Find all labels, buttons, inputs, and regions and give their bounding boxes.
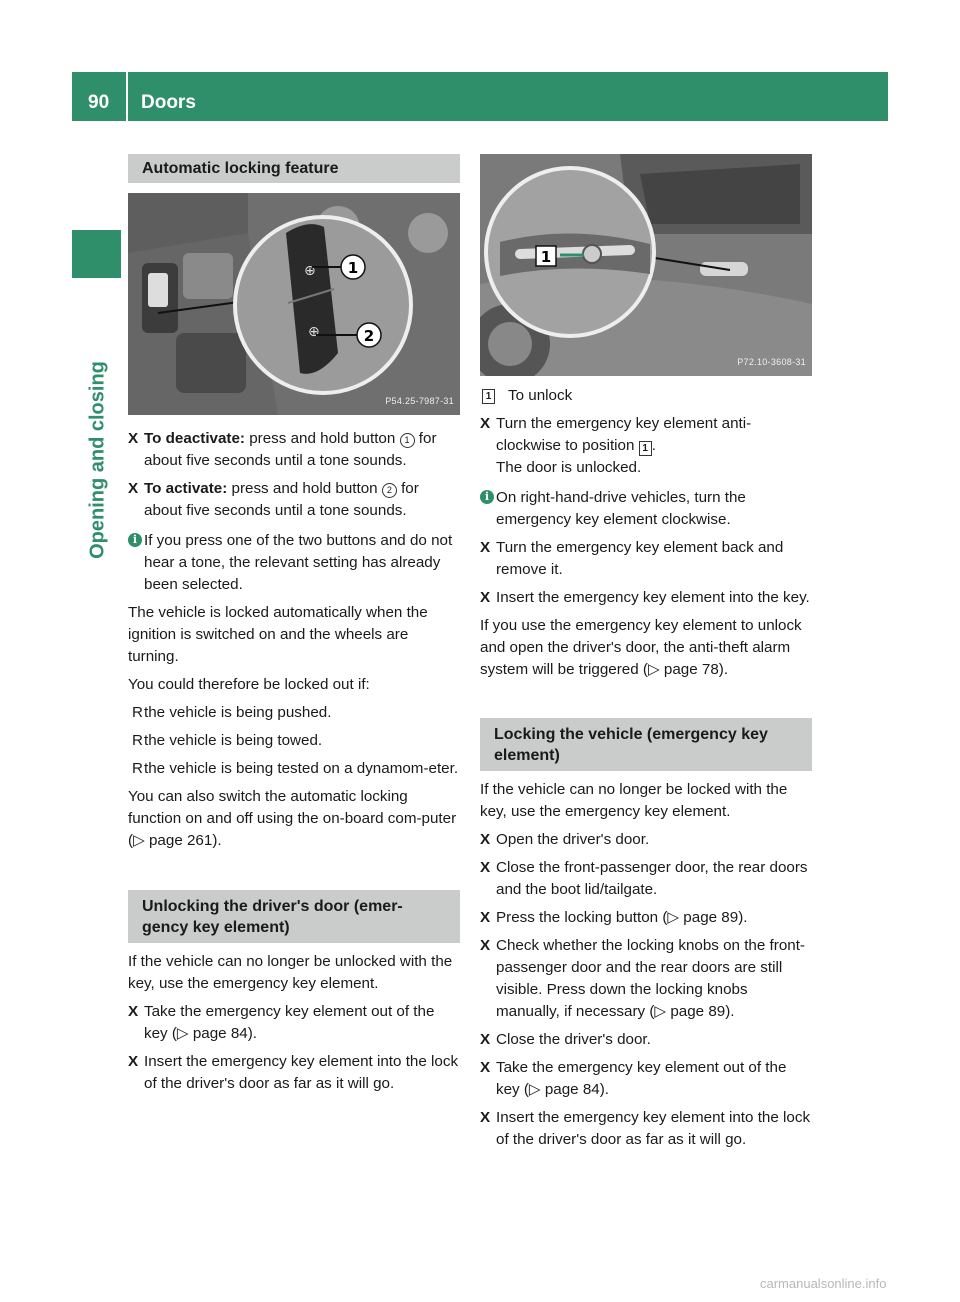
step-text: Turn the emergency key element anti-clockwise to position <box>496 415 752 454</box>
button-number: 1 <box>400 433 415 448</box>
step-press-locking <box>480 907 812 929</box>
step-activate <box>128 478 460 522</box>
step-text: press and hold button <box>231 480 378 497</box>
bullet-marker: R <box>132 704 143 721</box>
step-insert-into-key <box>480 587 812 609</box>
sidebar-tab <box>72 230 121 278</box>
info-icon: i <box>128 533 142 547</box>
step-check-knobs <box>480 935 812 1023</box>
figure-door-handle <box>480 154 812 376</box>
step-close-driver-door <box>480 1029 812 1051</box>
page-reference[interactable]: page 84). <box>192 1025 258 1042</box>
callout-1: 1 <box>540 248 552 266</box>
page-ref-arrow-icon: ▷ <box>667 909 680 926</box>
page-reference[interactable]: page 89). <box>670 1003 735 1020</box>
step-open-door <box>480 829 812 851</box>
door-lock-illustration <box>480 154 812 376</box>
callout-2: 2 <box>363 327 375 345</box>
door-buttons-illustration <box>128 193 460 415</box>
step-text: Insert the emergency key element into the lock of the driver's door as far as it will go. <box>144 1053 459 1092</box>
step-text: Close the driver's door. <box>496 1031 651 1048</box>
section-heading-automatic-locking: Automatic locking feature <box>128 154 460 183</box>
step-text: Insert the emergency key element into the key. <box>496 589 810 606</box>
watermark: carmanualsonline.info <box>760 1276 887 1291</box>
paragraph: You could therefore be locked out if: <box>128 676 370 693</box>
page-reference[interactable]: page 261). <box>148 832 222 849</box>
paragraph: If the vehicle can no longer be unlocked with the key, use the emergency key element. <box>128 953 453 992</box>
svg-text:⊕: ⊕ <box>308 324 320 340</box>
step-marker: X <box>480 1031 491 1048</box>
list-item-text: the vehicle is being tested on a dynamom-eter. <box>144 760 459 777</box>
page-reference[interactable]: page 78). <box>663 661 729 678</box>
right-column <box>480 154 812 1151</box>
page-ref-arrow-icon: ▷ <box>176 1025 189 1042</box>
paragraph-alarm <box>480 615 812 681</box>
step-insert-lock <box>480 1107 812 1151</box>
bullet-marker: R <box>132 732 143 749</box>
step-insert-key <box>128 1051 460 1095</box>
step-marker: X <box>480 415 491 432</box>
section-heading-locking: Locking the vehicle (emergency key element) <box>480 718 812 771</box>
step-turn-back <box>480 537 812 581</box>
step-marker: X <box>480 589 491 606</box>
paragraph: If the vehicle can no longer be locked with the key, use the emergency key element. <box>480 781 788 820</box>
step-marker: X <box>480 1109 491 1126</box>
list-item <box>128 702 460 724</box>
info-icon: i <box>480 490 494 504</box>
step-marker: X <box>128 480 139 497</box>
page-reference[interactable]: page 84). <box>544 1081 610 1098</box>
page-reference[interactable]: page 89). <box>683 909 748 926</box>
callout-1: 1 <box>347 259 359 277</box>
bullet-marker: R <box>132 760 143 777</box>
step-marker: X <box>480 859 491 876</box>
figure-code: P54.25-7987-31 <box>385 396 454 406</box>
step-marker: X <box>480 539 491 556</box>
page-ref-arrow-icon: ▷ <box>654 1003 667 1020</box>
step-marker: X <box>480 937 491 954</box>
step-marker: X <box>480 1059 491 1076</box>
step-text: Open the driver's door. <box>496 831 650 848</box>
legend-number: 1 <box>482 389 495 404</box>
step-text: Turn the emergency key element back and remove it. <box>496 539 784 578</box>
step-lead: To deactivate: <box>144 430 245 447</box>
step-text-2: for about five seconds until a tone sounds. <box>144 480 419 519</box>
step-close-doors <box>480 857 812 901</box>
info-note-buttons <box>128 530 460 596</box>
step-marker: X <box>128 1053 139 1070</box>
page-ref-arrow-icon: ▷ <box>528 1081 541 1098</box>
step-result: The door is unlocked. <box>496 459 642 476</box>
list-item <box>128 730 460 752</box>
step-marker: X <box>480 831 491 848</box>
page-ref-arrow-icon: ▷ <box>647 661 660 678</box>
step-marker: X <box>128 430 139 447</box>
step-turn-anticlockwise: X Turn the emergency key element anti-clockwise to position 1 . The door is unlocked. <box>480 415 752 476</box>
step-marker: X <box>128 1003 139 1020</box>
list-item-text: the vehicle is being pushed. <box>144 704 332 721</box>
step-text-2: for about five seconds until a tone sounds. <box>144 430 437 469</box>
button-number: 2 <box>382 483 397 498</box>
header-divider <box>126 72 128 121</box>
step-text: Insert the emergency key element into the lock of the driver's door as far as it will go. <box>496 1109 811 1148</box>
step-take-key <box>128 1001 460 1045</box>
info-note-rhd <box>480 487 812 531</box>
legend-item <box>480 385 812 407</box>
figure-code: P72.10-3608-31 <box>737 357 806 367</box>
section-heading-unlocking: Unlocking the driver's door (emer-gency key element) <box>128 890 460 943</box>
list-item-text: the vehicle is being towed. <box>144 732 323 749</box>
step-deactivate <box>128 428 460 472</box>
legend-text: To unlock <box>508 387 573 404</box>
step-text: Check whether the locking knobs on the front-passenger door and the rear doors are still visible. Press down the locking knobs manually, if necessary ( <box>496 937 805 1020</box>
position-number: 1 <box>639 441 652 456</box>
step-marker: X <box>480 909 491 926</box>
step-text: Take the emergency key element out of the key ( <box>496 1059 787 1098</box>
step-lead: To activate: <box>144 480 228 497</box>
step-text: Take the emergency key element out of the key ( <box>144 1003 435 1042</box>
paragraph-text: If you use the emergency key element to unlock and open the driver's door, the anti-theft alarm system will be triggered ( <box>480 617 802 678</box>
info-text: On right-hand-drive vehicles, turn the emergency key element clockwise. <box>496 489 746 528</box>
page-ref-arrow-icon: ▷ <box>133 832 145 849</box>
svg-text:⊕: ⊕ <box>304 263 316 279</box>
page-title: Doors <box>141 92 196 113</box>
list-item <box>128 758 460 780</box>
paragraph: The vehicle is locked automatically when the ignition is switched on and the wheels are turning. <box>128 604 428 665</box>
paragraph-text: You can also switch the automatic locking function on and off using the on-board com-puter ( <box>128 788 457 849</box>
step-take-key <box>480 1057 812 1101</box>
left-column <box>128 154 460 1095</box>
step-text: Close the front-passenger door, the rear doors and the boot lid/tailgate. <box>496 859 808 898</box>
step-text: Press the locking button ( <box>496 909 668 926</box>
info-text: If you press one of the two buttons and do not hear a tone, the relevant setting has already been selected. <box>144 532 453 593</box>
figure-door-buttons <box>128 193 460 415</box>
step-text: press and hold button <box>249 430 396 447</box>
paragraph-onboard-computer <box>128 786 460 852</box>
sidebar-section-label: Opening and closing <box>86 361 109 559</box>
page-number: 90 <box>88 92 110 113</box>
